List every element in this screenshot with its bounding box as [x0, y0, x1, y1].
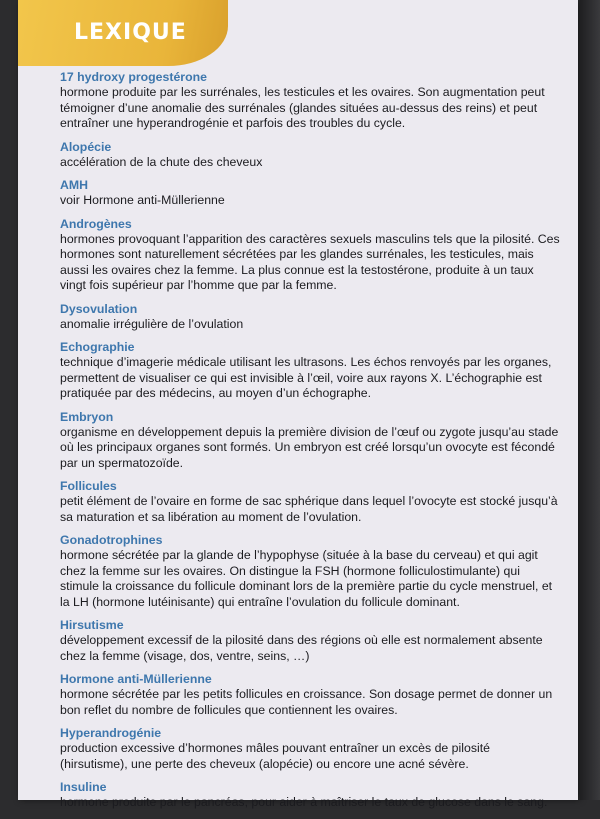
glossary-definition: développement excessif de la pilosité dans des régions où elle est normalement absente chez la femme (visage, dos, ventre, seins, …): [60, 633, 543, 663]
glossary-entry-hormone-anti-mullerienne: [60, 672, 560, 718]
glossary-term: 17 hydroxy progestérone: [60, 70, 207, 84]
glossary-definition: anomalie irrégulière de l’ovulation: [60, 316, 244, 331]
glossary-term: Follicules: [60, 479, 117, 493]
glossary-entry-hirsutisme: [60, 618, 560, 664]
glossary-entry-gonadotrophines: [60, 533, 560, 610]
glossary-entry-17-hydroxy-progesterone: [60, 70, 560, 132]
glossary-definition: voir Hormone anti-Müllerienne: [60, 193, 225, 207]
glossary-term: AMH: [60, 178, 89, 192]
page-title: LEXIQUE: [74, 20, 187, 45]
glossary-entry-follicules: [60, 479, 560, 525]
glossary-list: [60, 70, 560, 819]
glossary-term: Echographie: [60, 340, 135, 354]
glossary-definition: hormone produite par le pancréas, pour aider à maîtriser le taux de glucose dans le sang.: [60, 795, 548, 809]
glossary-entry-echographie: [60, 340, 560, 402]
glossary-term: Insuline: [60, 780, 107, 794]
glossary-entry-amh: [60, 178, 560, 209]
glossary-term: Alopécie: [60, 139, 112, 154]
glossary-term: Hirsutisme: [60, 618, 124, 632]
glossary-definition: hormones provoquant l’apparition des caractères sexuels masculins tels que la pilosité. Ces hormones sont naturellement sécrétées par les glandes surrénales, les testicules, mais aussi les ovaires chez la femme. La plus connue est la testostérone, produite à un taux vingt fois supérieur par l’homme que par la femme.: [60, 231, 560, 292]
glossary-entry-hyperandrogenie: [60, 726, 560, 772]
glossary-term: Gonadotrophines: [60, 533, 163, 547]
glossary-definition: hormone sécrétée par les petits follicules en croissance. Son dosage permet de donner un bon reflet du nombre de follicules que contiennent les ovaires.: [60, 687, 553, 717]
glossary-term: Hormone anti-Müllerienne: [60, 672, 212, 686]
glossary-definition: hormone produite par les surrénales, les testicules et les ovaires. Son augmentation peut témoigner d’une anomalie des surrénales (glandes situées au-dessus des reins) et peut entraîner une hyperandrogénie et parfois des troubles du cycle.: [60, 85, 545, 130]
glossary-entry-insuline: [60, 780, 560, 811]
glossary-entry-alopecie: [60, 140, 560, 171]
glossary-term: Hyperandrogénie: [60, 726, 162, 740]
glossary-definition: technique d’imagerie médicale utilisant les ultrasons. Les échos renvoyés par les organes, permettent de visualiser ce qui est invisible à l’œil, voire aux rayons X. L’échographie est pratiquée par des médecins, au moyen d’un échographe.: [60, 355, 552, 400]
glossary-definition: production excessive d’hormones mâles pouvant entraîner un excès de pilosité (hirsutisme), une perte des cheveux (alopécie) ou encore une acné sévère.: [60, 741, 490, 771]
header-band: [18, 0, 228, 66]
glossary-definition: petit élément de l’ovaire en forme de sac sphérique dans lequel l’ovocyte est stocké jusqu’à sa maturation et sa libération au moment de l’ovulation.: [60, 494, 558, 524]
binder-edge: [580, 0, 600, 800]
glossary-definition: organisme en développement depuis la première division de l’œuf ou zygote jusqu’au stade où les principaux organes sont formés. Un embryon est créé lorsqu’un ovocyte est fécondé par un spermatozoïde.: [60, 424, 559, 470]
glossary-term: Androgènes: [60, 216, 132, 231]
glossary-term: Dysovulation: [60, 301, 138, 316]
glossary-term: Embryon: [60, 409, 114, 424]
glossary-entry-embryon: [60, 410, 560, 472]
glossary-definition: hormone sécrétée par la glande de l’hypophyse (située à la base du cerveau) et qui agit chez la femme sur les ovaires. On distingue la FSH (hormone folliculostimulante) qui stimule la croissance du follicule dominant lors de la première partie du cycle menstruel, et la LH (hormone lutéinisante) qui entraîne l’ovulation du follicule dominant.: [60, 548, 553, 609]
glossary-definition: accélération de la chute des cheveux: [60, 154, 263, 169]
document-page: [18, 0, 578, 809]
glossary-entry-androgenes: [60, 217, 560, 294]
glossary-entry-dysovulation: [60, 302, 560, 333]
